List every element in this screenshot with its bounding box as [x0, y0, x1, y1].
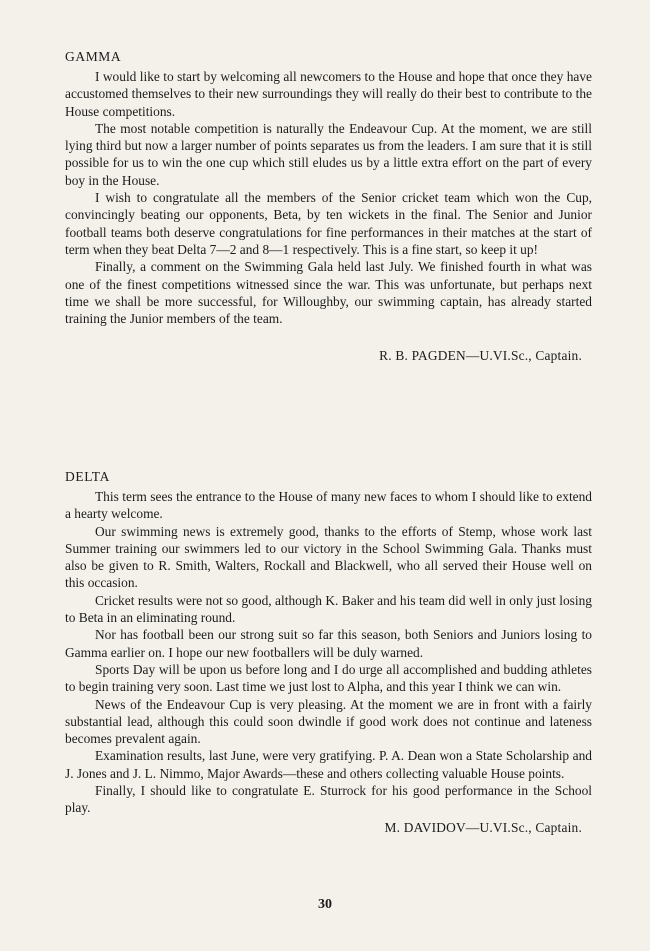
paragraph: Finally, a comment on the Swimming Gala held last July. We finished fourth in what was one of the finest competitions witnessed since the war. This was unfortunate, but perhaps next time we shall be more successful, for Willoughby, our swimming captain, has already started training the Junior members of the team.: [65, 259, 592, 327]
gamma-house-report: [65, 48, 592, 365]
paragraph: I would like to start by welcoming all newcomers to the House and hope that once they have accustomed themselves to their new surroundings they will really do their best to contribute to the House competitions.: [65, 69, 592, 119]
signature: M. DAVIDOV—U.VI.Sc., Captain.: [384, 819, 582, 835]
section-heading: DELTA: [65, 469, 110, 484]
delta-house-report: [65, 468, 592, 837]
paragraph: Nor has football been our strong suit so far this season, both Seniors and Juniors losing to Gamma earlier on. I hope our new footballers will be duly warned.: [65, 627, 592, 660]
paragraph: Examination results, last June, were very gratifying. P. A. Dean won a State Scholarship and J. Jones and J. L. Nimmo, Major Awards—these and others collecting valuable House points.: [65, 748, 592, 781]
paragraph: News of the Endeavour Cup is very pleasing. At the moment we are in front with a fairly substantial lead, although this could soon dwindle if good work does not continue and lateness becomes prevalent again.: [65, 696, 592, 747]
paragraph: Cricket results were not so good, although K. Baker and his team did well in only just losing to Beta in an eliminating round.: [65, 592, 592, 626]
paragraph: Sports Day will be upon us before long and I do urge all accomplished and budding athletes to begin training very soon. Last time we just lost to Alpha, and this year I think we can win.: [65, 661, 592, 695]
signature: R. B. PAGDEN—U.VI.Sc., Captain.: [379, 348, 582, 364]
page-number: 30: [318, 897, 332, 912]
paragraph: Finally, I should like to congratulate E. Sturrock for his good performance in the School play.: [65, 783, 592, 816]
paragraph: I wish to congratulate all the members of the Senior cricket team which won the Cup, convincingly beating our opponents, Beta, by ten wickets in the final. The Senior and Junior football teams both deserve congratulations for fine performances in their matches at the start of term when they beat Delta 7—2 and 8—1 respectively. This is a fine start, so keep it up!: [65, 190, 592, 257]
paragraph: Our swimming news is extremely good, thanks to the efforts of Stemp, whose work last Summer training our swimmers led to our victory in the School Swimming Gala. Thanks must also be given to R. Smith, Walters, Rockall and Blackwell, who all served their House well on this occasion.: [65, 523, 592, 591]
section-heading: GAMMA: [65, 49, 122, 64]
paragraph: This term sees the entrance to the House of many new faces to whom I should like to extend a hearty welcome.: [65, 489, 592, 522]
paragraph: The most notable competition is naturally the Endeavour Cup. At the moment, we are still lying third but now a larger number of points separates us from the leaders. I am sure that it is still possible for us to win the one cup which still eludes us by a little extra effort on the part of every boy in the House.: [65, 120, 592, 188]
